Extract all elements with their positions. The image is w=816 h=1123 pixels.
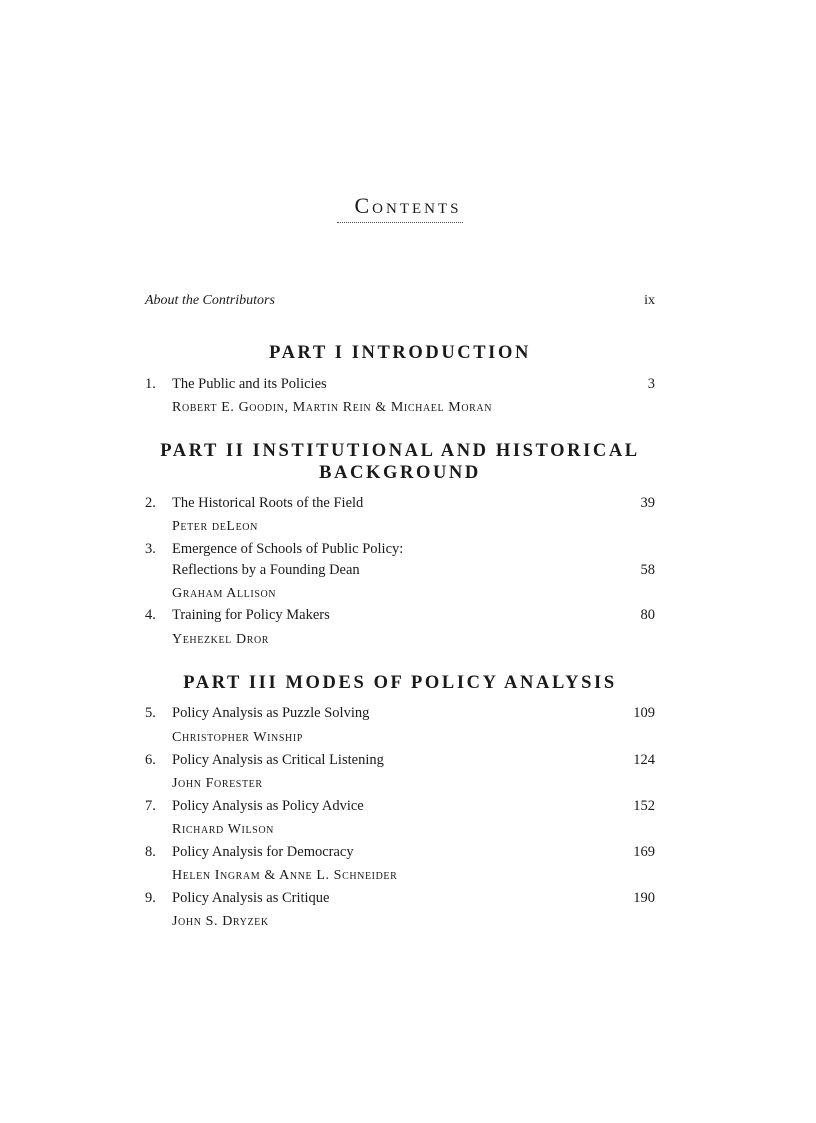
chapter-title: Policy Analysis as Puzzle Solving (172, 705, 370, 721)
chapter-number: 9. (145, 890, 156, 906)
toc-entry-3[interactable] (145, 539, 655, 581)
chapter-authors: Helen Ingram & Anne L. Schneider (172, 868, 398, 883)
chapter-number: 3. (145, 541, 156, 557)
chapter-number: 1. (145, 376, 156, 392)
chapter-authors: Graham Allison (172, 586, 277, 601)
chapter-title: The Historical Roots of the Field (172, 495, 364, 511)
chapter-title: Reflections by a Founding Dean (172, 562, 360, 578)
chapter-page: 169 (633, 844, 655, 860)
toc-entry-4[interactable] (145, 605, 655, 626)
chapter-page: 39 (640, 495, 655, 511)
toc-entry-7[interactable] (145, 796, 655, 817)
front-matter-label: About the Contributors (145, 293, 275, 308)
toc-entry-8[interactable] (145, 842, 655, 863)
chapter-authors: Richard Wilson (172, 822, 274, 837)
chapter-title: Policy Analysis as Critique (172, 890, 330, 906)
chapter-title: Policy Analysis as Critical Listening (172, 752, 384, 768)
chapter-authors: Peter deLeon (172, 519, 258, 534)
chapter-number: 7. (145, 798, 156, 814)
chapter-number: 8. (145, 844, 156, 860)
chapter-number: 5. (145, 705, 156, 721)
chapter-number: 6. (145, 752, 156, 768)
chapter-page: 109 (633, 705, 655, 721)
toc-entry-1[interactable] (145, 374, 655, 395)
chapter-page: 80 (640, 607, 655, 623)
chapter-page: 58 (640, 562, 655, 578)
toc-entry-2[interactable] (145, 493, 655, 514)
front-matter-page: ix (644, 293, 655, 308)
chapter-number: 4. (145, 607, 156, 623)
part-heading-line: BACKGROUND (319, 463, 481, 483)
part-heading-3: PART III MODES OF POLICY ANALYSIS (183, 673, 617, 693)
chapter-title: Policy Analysis as Policy Advice (172, 798, 364, 814)
part-heading-1: PART I INTRODUCTION (269, 343, 531, 363)
chapter-page: 124 (633, 752, 655, 768)
chapter-authors: John S. Dryzek (172, 914, 269, 929)
title-dotted-rule (337, 222, 463, 223)
toc-entry-9[interactable] (145, 888, 655, 909)
chapter-page: 3 (647, 376, 655, 392)
chapter-authors: Yehezkel Dror (172, 632, 270, 647)
part-heading-line: PART II INSTITUTIONAL AND HISTORICAL (160, 441, 640, 461)
part-heading-2 (145, 440, 655, 484)
chapter-number: 2. (145, 495, 156, 511)
chapter-page: 190 (633, 890, 655, 906)
chapter-title: Emergence of Schools of Public Policy: (172, 541, 404, 557)
chapter-title: Training for Policy Makers (172, 607, 330, 623)
front-matter-entry[interactable] (145, 293, 655, 309)
chapter-title: Policy Analysis for Democracy (172, 844, 354, 860)
chapter-page: 152 (633, 798, 655, 814)
chapter-authors: John Forester (172, 776, 263, 791)
chapter-authors: Robert E. Goodin, Martin Rein & Michael Moran (172, 400, 493, 415)
toc-entry-5[interactable] (145, 703, 655, 724)
contents-title: Contents (354, 193, 462, 218)
chapter-title: The Public and its Policies (172, 376, 327, 392)
toc-entry-6[interactable] (145, 750, 655, 771)
chapter-authors: Christopher Winship (172, 730, 303, 745)
